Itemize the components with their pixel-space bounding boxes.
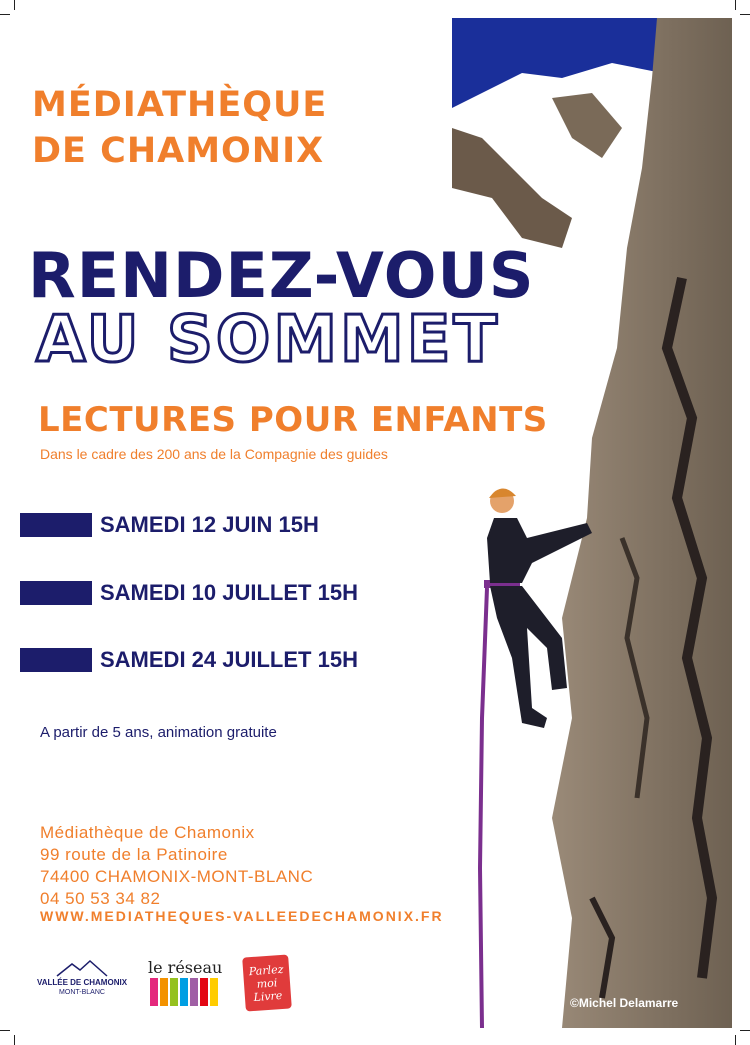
date-item bbox=[0, 505, 440, 545]
address-name: Médiathèque de Chamonix bbox=[40, 823, 255, 842]
website-link[interactable]: WWW.MEDIATHEQUES-VALLEEDECHAMONIX.FR bbox=[40, 908, 444, 924]
climber-illustration bbox=[452, 18, 732, 1028]
event-context: Dans le cadre des 200 ans de la Compagnie des guides bbox=[40, 446, 388, 462]
date-label: SAMEDI 24 JUILLET 15H bbox=[100, 647, 358, 672]
reseau-logo bbox=[146, 948, 228, 1012]
rope-shape bbox=[480, 588, 487, 1028]
address-city: 74400 CHAMONIX-MONT-BLANC bbox=[40, 867, 314, 886]
date-label: SAMEDI 10 JUILLET 15H bbox=[100, 580, 358, 605]
address-street: 99 route de la Patinoire bbox=[40, 845, 228, 864]
reseau-logo-word: le réseau bbox=[148, 958, 223, 977]
library-title-line1: MÉDIATHÈQUE bbox=[32, 85, 328, 125]
parlez-logo-line1: Parlez bbox=[248, 962, 284, 979]
parlez-moi-livre-logo bbox=[242, 954, 292, 1011]
date-bar bbox=[20, 581, 92, 605]
headline-line2: AU SOMMET bbox=[36, 303, 501, 377]
date-label: SAMEDI 12 JUIN 15H bbox=[100, 512, 319, 537]
vallee-chamonix-logo bbox=[32, 958, 132, 1018]
climber-legs-shape bbox=[490, 586, 567, 728]
headline-line1: RENDEZ-VOUS bbox=[28, 239, 535, 312]
parlez-logo-line2: moi bbox=[256, 976, 278, 991]
mountain-icon bbox=[32, 958, 132, 978]
date-item bbox=[0, 573, 440, 613]
library-title bbox=[32, 82, 327, 174]
address-block bbox=[40, 822, 313, 910]
event-subtitle: LECTURES POUR ENFANTS bbox=[38, 400, 548, 440]
parlez-logo-line3: Livre bbox=[253, 988, 283, 1004]
address-phone[interactable]: 04 50 53 34 82 bbox=[40, 889, 161, 908]
date-item bbox=[0, 640, 440, 680]
vallee-logo-line1: VALLÉE DE CHAMONIX bbox=[36, 978, 128, 987]
age-info: A partir de 5 ans, animation gratuite bbox=[40, 724, 277, 741]
vallee-logo-line2: MONT-BLANC bbox=[59, 989, 105, 996]
date-bar bbox=[20, 513, 92, 537]
library-title-line2: DE CHAMONIX bbox=[32, 131, 325, 171]
date-bar bbox=[20, 648, 92, 672]
photo-credit: ©Michel Delamarre bbox=[570, 996, 679, 1010]
